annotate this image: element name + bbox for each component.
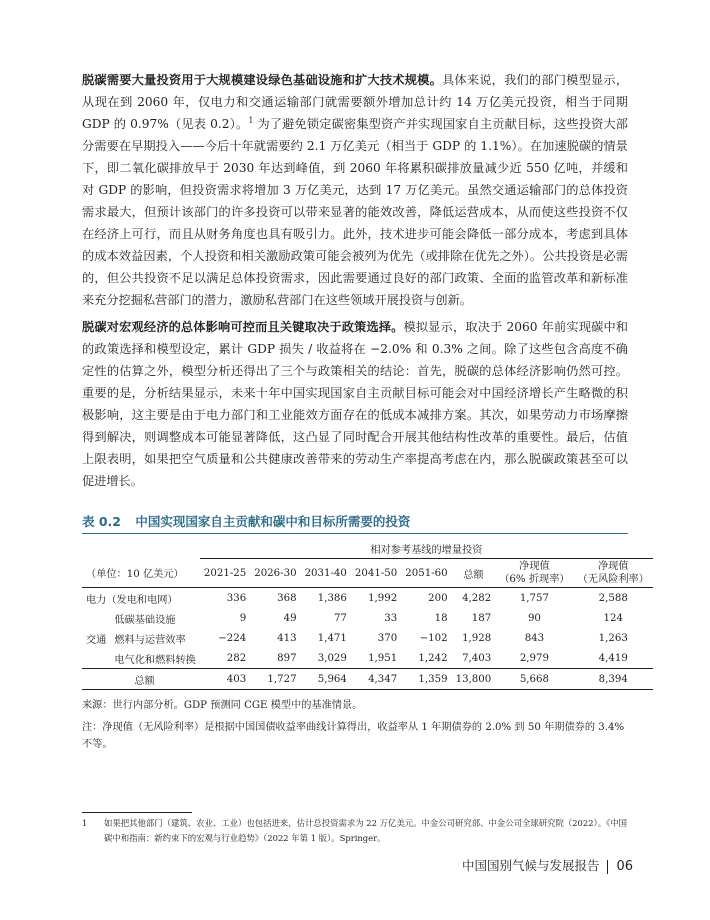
table-cell: −224 xyxy=(218,632,247,644)
table-cell: 200 xyxy=(428,592,448,604)
table-cell: 336 xyxy=(226,592,247,604)
table-cell: 49 xyxy=(283,612,297,624)
table-cell: 4,282 xyxy=(462,592,492,604)
table-cell: 1,992 xyxy=(368,592,398,604)
table-source: 来源：世行内部分析。GDP 预测同 CGE 模型中的基准情景。 xyxy=(82,700,363,711)
table-cell: 9 xyxy=(239,612,247,624)
table-note: 注：净现值（无风险利率）是根据中国国债收益率曲线计算得出，收益率从 1 年期债券的 2.0% 到 50 年期债券的 3.4% 不等。 xyxy=(82,722,625,750)
paragraph-text-investment-b: 为了避免锁定碳密集型资产并实现国家自主贡献目标，这些投资大部分需要在早期投入——今后十年就需要约 2.1 万亿美元（相当于 GDP 的 1.1%）。在加速脱碳的情景下，即二氧化碳排放早于 2030 年达到峰值，到 2060 年将累积碳排放量减少近 550 亿吨，并缓和对 GDP 的影响，但投资需求将增加 3 万亿美元，达到 17 万亿美元。虽然交通运输部门的总体投资需求最大，但预计该部门的许多投资可以带来显著的能效改善，降低运营成本，从而使这些投资不仅在经济上可行，而且从财务角度也具有吸引力。此外，技术进步可能会降低一部分成本，考虑到具体的成本效益因素，个人投资和相关激励政策可能会被列为优先（或排除在优先之外）。公共投资是必需的，但公共投资不足以满足总体投资需求，因此需要通过良好的部门政策、全面的监管改革和新标准来充分挖掘私营部门的潜力，激励私营部门在这些领域开展投资与创新。 xyxy=(82,117,628,307)
group-label-transport: 交通 xyxy=(86,634,107,646)
col-header: 2026-30 xyxy=(250,559,300,588)
col-header: 2021-25 xyxy=(200,559,250,588)
table-top-rule xyxy=(82,533,628,534)
table-row xyxy=(82,628,653,648)
paragraph-text-macro: 模拟显示，取决于 2060 年前实现碳中和的政策选择和模型设定，累计 GDP 损失 / 收益将在 −2.0% 和 0.3% 之间。除了这些包含高度不确定性的估算之外，模型分析还得出了三个与政策相关的结论：首先，脱碳的总体经济影响仍然可控。重要的是，分析结果显示，未来十年中国实现国家自主贡献目标可能会对中国经济增长产生略微的积极影响，这主要是由于电力部门和工业能效方面存在的低成本减排方案。其次，如果劳动力市场摩擦得到解决，则调整成本可能显著降低，这凸显了同时配合开展其他结构性改革的重要性。最后，估值上限表明，如果把空气质量和公共健康改善带来的劳动生产率提高考虑在内，那么脱碳政策甚至可以促进增长。 xyxy=(82,320,628,488)
page-number: 06 xyxy=(616,859,633,874)
table-cell: 8,394 xyxy=(574,669,653,690)
table-cell: 13,800 xyxy=(452,669,496,690)
col-header: 2051-60 xyxy=(401,559,451,588)
table-cell: 403 xyxy=(200,669,250,690)
npv-discount-rate: （6% 折现率） xyxy=(499,574,570,585)
table-cell: 282 xyxy=(226,652,247,664)
table-cell: 1,757 xyxy=(519,592,549,604)
table-title xyxy=(82,512,628,530)
paragraph-text-investment-a: 具体来说，我们的部门模型显示，从现在到 2060 年，仅电力和交通运输部门就需要额外增加总计约 14 万亿美元投资，相当于同期 GDP 的 0.97%（见表 0.2）。 xyxy=(82,73,629,131)
table-cell: 843 xyxy=(524,632,545,644)
table-number: 表 0.2 xyxy=(82,514,121,529)
super-header: 相对参考基线的增量投资 xyxy=(200,538,653,559)
table-cell: 7,403 xyxy=(462,652,492,664)
table-cell: 187 xyxy=(471,612,492,624)
body-paragraph-investment xyxy=(82,69,628,311)
table-super-header-row xyxy=(82,538,653,559)
table-row xyxy=(82,608,653,628)
footnote-number: 1 xyxy=(82,818,88,828)
table-cell: 3,029 xyxy=(317,652,347,664)
table-header-row xyxy=(82,559,653,588)
table-cell: 1,727 xyxy=(250,669,300,690)
table-cell: 90 xyxy=(527,612,541,624)
body-paragraph-macro xyxy=(82,316,628,492)
table-cell: 2,588 xyxy=(598,592,628,604)
row-label: 电力（发电和电网） xyxy=(86,594,178,606)
table-cell: 124 xyxy=(603,612,623,624)
paragraph-lead-investment: 脱碳需要大量投资用于大规模建设绿色基础设施和扩大技术规模。 xyxy=(82,73,443,87)
table-row xyxy=(82,588,653,609)
table-cell: 4,347 xyxy=(351,669,401,690)
table-cell: 1,242 xyxy=(418,652,448,664)
table-cell: 368 xyxy=(277,592,297,604)
table-cell: 1,951 xyxy=(368,652,398,664)
page-footer xyxy=(462,856,633,874)
investment-table xyxy=(82,538,653,690)
col-header: 2041-50 xyxy=(351,559,401,588)
col-header: 总额 xyxy=(452,559,496,588)
report-title: 中国国别气候与发展报告 xyxy=(461,858,600,873)
table-cell: 5,668 xyxy=(495,669,573,690)
paragraph-lead-macro: 脱碳对宏观经济的总体影响可控而且关键取决于政策选择。 xyxy=(82,320,404,334)
table-cell: 1,386 xyxy=(317,592,347,604)
footer-separator xyxy=(607,860,608,874)
footnote-rule xyxy=(82,812,192,813)
table-cell: 5,964 xyxy=(301,669,351,690)
table-cell: 370 xyxy=(377,632,398,644)
table-cell: 1,471 xyxy=(317,632,347,644)
table-cell: 1,359 xyxy=(401,669,451,690)
table-cell: 4,419 xyxy=(598,652,628,664)
table-cell: 1,263 xyxy=(598,632,628,644)
table-row xyxy=(82,648,653,669)
table-total-row xyxy=(82,669,653,690)
table-cell: −102 xyxy=(419,632,448,644)
table-cell: 413 xyxy=(277,632,297,644)
table-cell: 897 xyxy=(277,652,297,664)
col-header-npv-discount xyxy=(495,559,573,588)
table-cell: 33 xyxy=(384,612,398,624)
table-cell: 2,979 xyxy=(519,652,549,664)
unit-label: （单位：10 亿美元） xyxy=(82,559,200,588)
row-label: 低碳基础设施 xyxy=(114,614,176,626)
npv-label: 净现值 xyxy=(597,561,629,572)
table-cell: 18 xyxy=(434,612,448,624)
npv-label: 净现值 xyxy=(519,561,550,572)
row-label: 燃料与运营效率 xyxy=(114,634,186,646)
table-cell: 77 xyxy=(333,612,347,624)
col-header-npv-riskfree xyxy=(574,559,653,588)
footnote-reference[interactable]: 1 xyxy=(248,115,254,125)
row-label-total: 总额 xyxy=(110,669,200,690)
table-cell: 1,928 xyxy=(462,632,492,644)
table-caption: 中国实现国家自主贡献和碳中和目标所需要的投资 xyxy=(135,514,411,529)
footnote-text: 如果把其他部门（建筑、农业、工业）也包括进来，估计总投资需求为 22 万亿美元。中金公司研究部、中金公司全球研究院（2022）。《中国碳中和指南：新约束下的宏观与行业趋势》（2022 年第 1 版）。Springer。 xyxy=(104,818,628,843)
row-label: 电气化和燃料转换 xyxy=(114,654,196,666)
npv-riskfree-rate: （无风险利率） xyxy=(577,574,649,585)
footnote xyxy=(82,816,628,846)
col-header: 2031-40 xyxy=(301,559,351,588)
